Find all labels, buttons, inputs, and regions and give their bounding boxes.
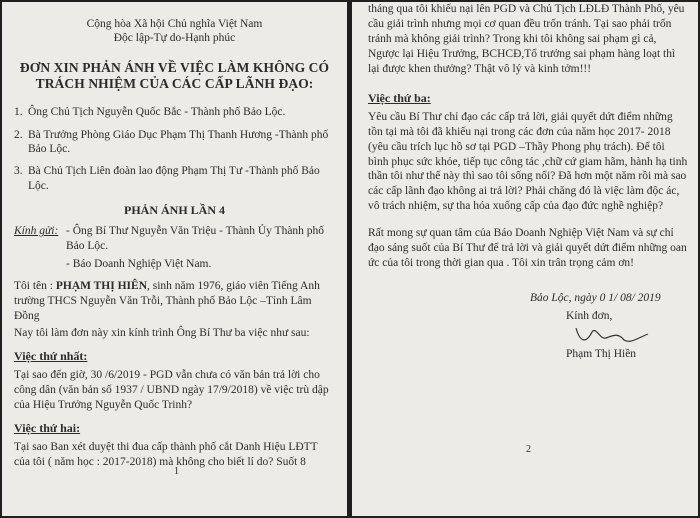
addressee-text: Bà Trưởng Phòng Giáo Dục Phạm Thị Thanh Hương -Thành phố Bảo Lộc.	[28, 128, 329, 156]
addressee-text: Bà Chủ Tịch Liên đoàn lao động Phạm Thị Tư -Thành phố Bảo Lộc.	[28, 165, 320, 192]
title-line-1: ĐƠN XIN PHẢN ÁNH VỀ VIỆC LÀM KHÔNG CÓ	[19, 59, 330, 75]
addressee-number: 2.	[14, 128, 23, 141]
nation-header: Cộng hòa Xã hội Chủ nghĩa Việt Nam	[86, 18, 263, 30]
document-page-2	[352, 2, 698, 516]
phan-anh-heading: PHẢN ÁNH LẦN 4	[124, 203, 225, 218]
addressee-number: 1.	[14, 106, 23, 119]
motto-header: Độc lập-Tự do-Hạnh phúc	[113, 31, 236, 44]
kinh-gui-2: - Báo Doanh Nghiệp Việt Nam.	[66, 257, 212, 270]
signer-name: Phạm Thị Hiền	[566, 348, 637, 360]
addressee-number: 3.	[14, 165, 23, 178]
addressee-text: Ông Chủ Tịch Nguyễn Quốc Bắc - Thành phố Bảo Lộc.	[28, 106, 286, 119]
document-page-1	[2, 2, 347, 516]
viec3-heading: Việc thứ ba:	[368, 90, 431, 105]
title-line-2: TRÁCH NHIỆM CỦA CÁC CẤP LÃNH ĐẠO:	[35, 76, 314, 92]
viec2-heading: Việc thứ hai:	[14, 420, 81, 435]
kinh-gui-block	[14, 224, 335, 271]
intro-paragraph	[14, 279, 335, 324]
continuation-text: tháng qua tôi khiếu nại lên PGD và Chủ Tịch LĐLĐ Thành Phố, yêu cầu giải trình nhưng mọi cơ quan đều trốn tránh. Tại sao phải trốn tránh mà không giải trình? Trong khi tôi không sai phạm gì cả, Ngược lại Hiệu Trưởng, BCHCĐ,Tổ trưởng sai phạm hàng loạt thì lại được khen thưởng? Thật vô lý và kinh tởm!!!	[368, 3, 685, 75]
intro-paragraph-2: Nay tôi làm đơn này xin kính trình Ông Bí Thư ba việc như sau:	[14, 327, 310, 340]
document-title	[14, 60, 335, 94]
viec2-text: Tại sao Ban xét duyệt thi đua cấp thành phố cắt Danh Hiệu LĐTT của tôi ( năm học : 2017-2018) mà không cho biết lí do? Suốt 8	[14, 440, 318, 468]
closing-text: Rất mong sự quan tâm của Báo Doanh Nghiệp Việt Nam và sự chỉ đạo sáng suốt của Bí Thư để trả lời và giải quyết dứt điểm những oan ức của tôi trong thời gian qua . Tôi xin trân trọng cảm ơn!	[368, 227, 687, 270]
addressee-list	[14, 105, 335, 193]
intro-prefix: Tôi tên :	[14, 280, 56, 293]
addressee-item	[14, 105, 335, 119]
author-name: PHẠM THỊ HIÊN	[55, 280, 148, 293]
intro-rest: , sinh năm 1976, giáo viên Tiếng Anh trường THCS Nguyễn Văn Trỗi, Thành phố Bảo Lộc –Tỉnh Lâm Đồng	[14, 280, 320, 323]
viec1-heading: Việc thứ nhất:	[14, 349, 88, 364]
addressee-item	[14, 128, 335, 157]
page-number: 1	[174, 466, 179, 477]
handwritten-signature	[572, 322, 652, 348]
viec3-text: Yêu cầu Bí Thư chỉ đạo các cấp trả lời, giải quyết dứt điểm những tồn tại mà tôi đã khiếu nại trong các đơn của năm học 2017- 2018 (yêu cầu trích lục hồ sơ tại PGD –Thầy Phong phụ trách). Để tôi bình phục sức khỏe, tiếp tục công tác ,chữ cứ giam hãm, hành hạ tinh thần tôi như thế này thì sao tôi sống nổi? Đã hơn một năm rồi mà sao các cấp lãnh đạo không ai trả lời? Phải chăng đó là việc làm độc ác, vô trách nhiệm, sự tha hóa xuống cấp của đạo đức nghề nghiệp?	[368, 110, 688, 213]
kinh-gui-1: - Ông Bí Thư Nguyễn Văn Triệu - Thành Ủy Thành phố Bảo Lộc.	[66, 225, 325, 252]
kinh-don: Kính đơn,	[566, 310, 613, 322]
page-number: 2	[526, 444, 531, 455]
viec1-text: Tại sao đến giờ, 30 /6/2019 - PGD vẫn chưa có văn bản trả lời cho công dân (văn bản số 1937 / UBND ngày 17/9/2018) về việc trù dập của Hiệu Trưởng Nguyễn Quốc Trinh?	[14, 369, 329, 411]
date-line: Bảo Lộc, ngày 0 1/ 08/ 2019	[530, 292, 661, 304]
addressee-item	[14, 164, 335, 193]
kinh-gui-label: Kính gửi:	[14, 225, 59, 238]
